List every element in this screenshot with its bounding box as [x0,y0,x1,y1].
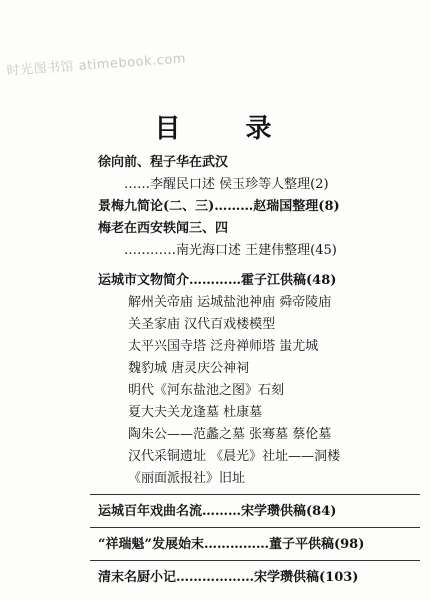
toc-line: 徐向前、程子华在武汉 [98,155,229,170]
spacer [98,262,416,270]
toc-subentry [98,336,416,358]
toc-line: 《丽面派报社》旧址 [128,471,246,486]
toc-entry [98,196,416,218]
toc-line: 魏豹城 唐灵庆公神祠 [128,361,250,376]
divider [90,494,420,495]
toc-line: 梅老在西安轶闻三、四 [98,221,229,236]
toc-line: …………南光海口述 王建伟整理(45) [124,243,337,258]
toc-subentry [98,380,416,402]
toc-subentry [98,358,416,380]
toc-line: ……李醒民口述 侯玉珍等人整理(2) [124,177,329,192]
toc-line: 陶朱公——范蠡之墓 张骞墓 蔡伦墓 [128,427,332,442]
toc-line: “祥瑞魁”发展始末……………董子平供稿(98) [98,537,365,552]
toc-entry [98,534,416,556]
toc-entry [98,501,416,523]
toc-subentry [98,424,416,446]
toc-line: 清末名厨小记………………宋学瓒供稿(103) [98,570,359,585]
toc-entry [98,240,416,262]
toc-line: 太平兴国寺塔 泛舟禅师塔 蚩尤城 [128,339,319,354]
toc-entry [98,270,416,292]
toc-line: 明代《河东盐池之图》石刻 [128,383,285,398]
divider [90,560,420,561]
watermark: 时光图书馆 atimebook.com [6,51,187,79]
toc-line: 运城百年戏曲名流………宋学瓒供稿(84) [98,504,337,519]
toc-line: 关圣家庙 汉代百戏楼模型 [128,317,276,332]
toc-subentry [98,468,416,490]
divider [90,527,420,528]
toc-subentry [98,292,416,314]
toc-subentry [98,446,416,468]
toc-line: 解州关帝庙 运城盐池神庙 舜帝陵庙 [128,295,332,310]
toc-entry [98,218,416,240]
toc-subentry [98,402,416,424]
toc-line: 汉代采铜遗址 《晨光》社址——洞楼 [128,449,341,464]
toc-line: 运城市文物简介…………霍子江供稿(48) [98,273,337,288]
page-title: 目 录 [154,114,300,144]
toc-line: 景梅九简论(二、三)………赵瑞国整理(8) [98,199,340,214]
toc-line: 夏大夫关龙逢墓 杜康墓 [128,405,263,420]
toc-entry [98,152,416,174]
toc-entry [98,567,416,589]
table-of-contents [98,152,416,589]
toc-entry [98,174,416,196]
toc-subentry [98,314,416,336]
